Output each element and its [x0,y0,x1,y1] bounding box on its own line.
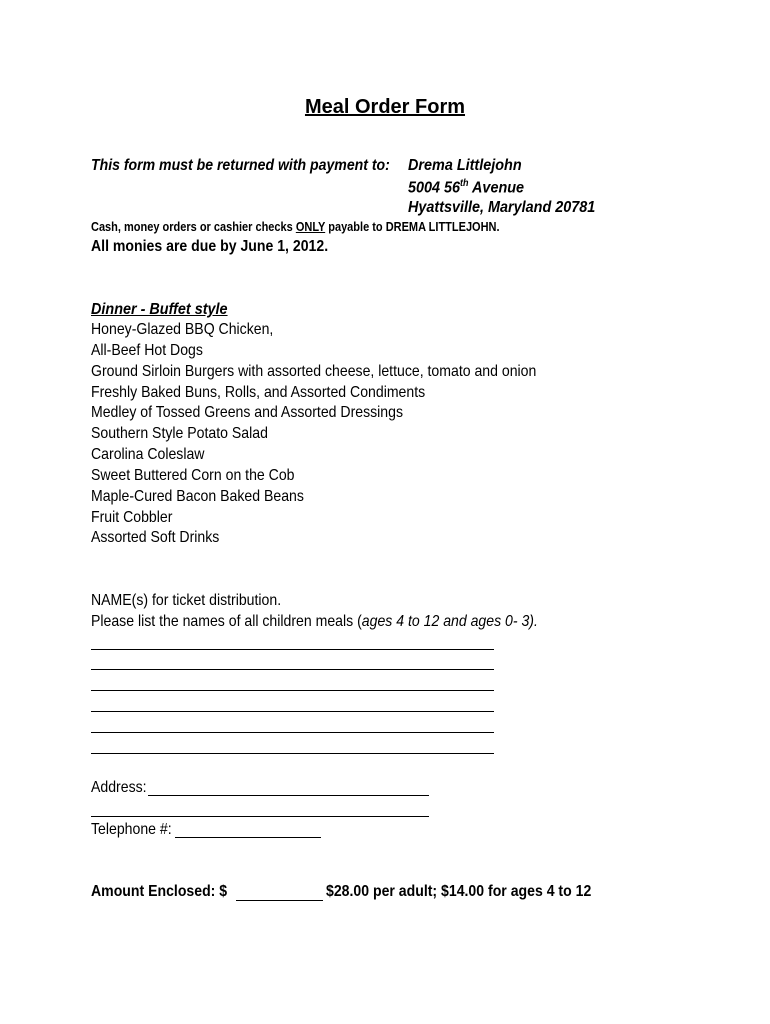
telephone-field[interactable] [175,837,321,838]
name-entry-line[interactable] [91,753,494,754]
street-number: 5004 56 [408,179,461,197]
menu-item: Medley of Tossed Greens and Assorted Dressings [91,404,404,421]
menu-item: Assorted Soft Drinks [91,529,220,546]
menu-heading: Dinner - Buffet style [91,301,228,318]
menu-item: Honey-Glazed BBQ Chicken, [91,321,274,338]
name-entry-line[interactable] [91,649,494,650]
names-label: NAME(s) for ticket distribution. [91,592,282,609]
menu-item: Fruit Cobbler [91,509,173,526]
payment-note [91,220,500,234]
payment-note-start: Cash, money orders or cashier checks [91,220,296,234]
menu-item: Southern Style Potato Salad [91,425,268,442]
menu-item: Carolina Coleslaw [91,446,205,463]
menu-item: Maple-Cured Bacon Baked Beans [91,488,304,505]
price-note: $28.00 per adult; $14.00 for ages 4 to 12 [326,883,592,900]
name-entry-line[interactable] [91,669,494,670]
name-entry-line[interactable] [91,732,494,733]
menu-item: Freshly Baked Buns, Rolls, and Assorted Condiments [91,384,426,401]
return-instruction: This form must be returned with payment to: [91,157,390,174]
page-title: Meal Order Form [304,96,466,118]
amount-enclosed-label: Amount Enclosed: $ [91,883,228,900]
name-entry-line[interactable] [91,711,494,712]
recipient-name: Drema Littlejohn [408,157,522,174]
due-date-note: All monies are due by June 1, 2012. [91,238,329,255]
address-label: Address: [91,779,147,796]
address-line2-field[interactable] [91,816,429,817]
recipient-city-state-zip: Hyattsville, Maryland 20781 [408,199,596,216]
street-name: Avenue [468,179,525,197]
names-instruction-ages: ages 4 to 12 and ages 0- 3). [361,613,538,630]
telephone-label: Telephone #: [91,821,172,838]
amount-enclosed-field[interactable] [236,900,323,901]
name-entry-line[interactable] [91,690,494,691]
names-instruction [91,613,538,631]
address-field[interactable] [148,795,429,796]
street-ordinal-suffix: th [460,178,469,189]
payment-note-end: payable to DREMA LITTLEJOHN. [325,220,500,234]
payment-note-only: ONLY [295,220,326,234]
menu-item: Ground Sirloin Burgers with assorted cheese, lettuce, tomato and onion [91,363,537,380]
recipient-street [408,178,524,197]
names-instruction-text: Please list the names of all children meals ( [91,613,362,630]
menu-item: All-Beef Hot Dogs [91,342,203,359]
menu-item: Sweet Buttered Corn on the Cob [91,467,295,484]
